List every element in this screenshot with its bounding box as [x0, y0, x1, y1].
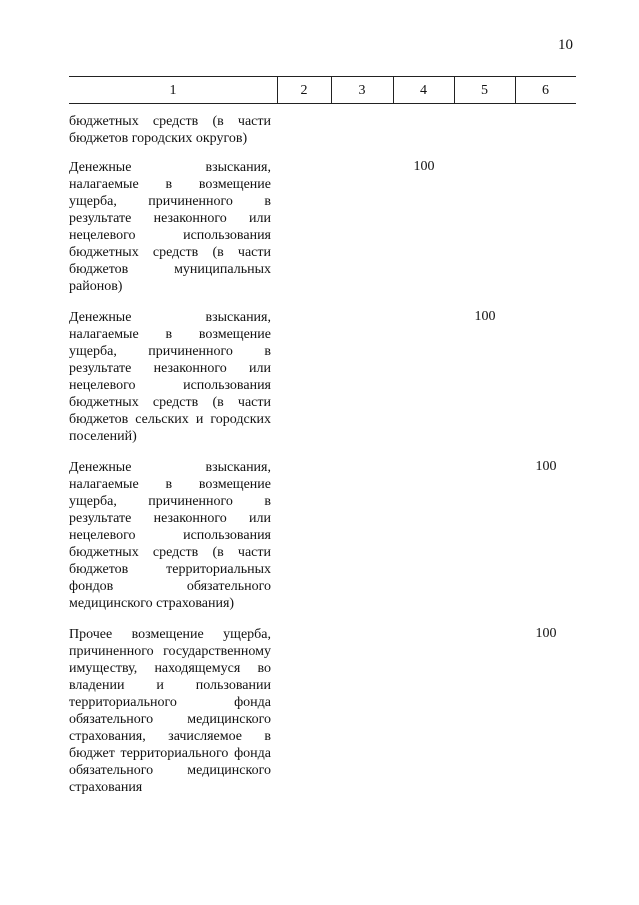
table-cell-value: 100	[474, 309, 496, 324]
column-header-5: 5	[481, 83, 488, 98]
table-row-description: Прочее возмещение ущерба, причиненного государственному имуществу, находящемуся во владении и пользовании территориального фонда обязательного медицинского страхования, зачисляемое в бюджет территориального фонда обязательного медицинского страхования	[69, 627, 271, 795]
column-header-6: 6	[542, 83, 549, 98]
column-header-2: 2	[300, 83, 308, 98]
column-header-4: 4	[420, 83, 427, 98]
table-row-description: Денежные взыскания, налагаемые в возмещение ущерба, причиненного в результате незаконного или нецелевого использования бюджетных средств (в части бюджетов муниципальных районов)	[69, 160, 271, 294]
table-header-row	[69, 76, 576, 104]
table-row-description: Денежные взыскания, налагаемые в возмещение ущерба, причиненного в результате незаконного или нецелевого использования бюджетных средств (в части бюджетов сельских и городских поселений)	[69, 310, 271, 444]
column-header-1: 1	[169, 83, 177, 98]
table-row-description: Денежные взыскания, налагаемые в возмещение ущерба, причиненного в результате незаконного или нецелевого использования бюджетных средств (в части бюджетов территориальных фондов обязательного медицинского страхования)	[69, 460, 271, 611]
table-cell-value: 100	[535, 626, 557, 641]
column-header-3: 3	[358, 83, 366, 98]
table-cell-value: 100	[413, 159, 435, 174]
table-row-description: бюджетных средств (в части бюджетов городских округов)	[69, 114, 271, 146]
page-number: 10	[558, 37, 573, 53]
table-cell-value: 100	[535, 459, 557, 474]
